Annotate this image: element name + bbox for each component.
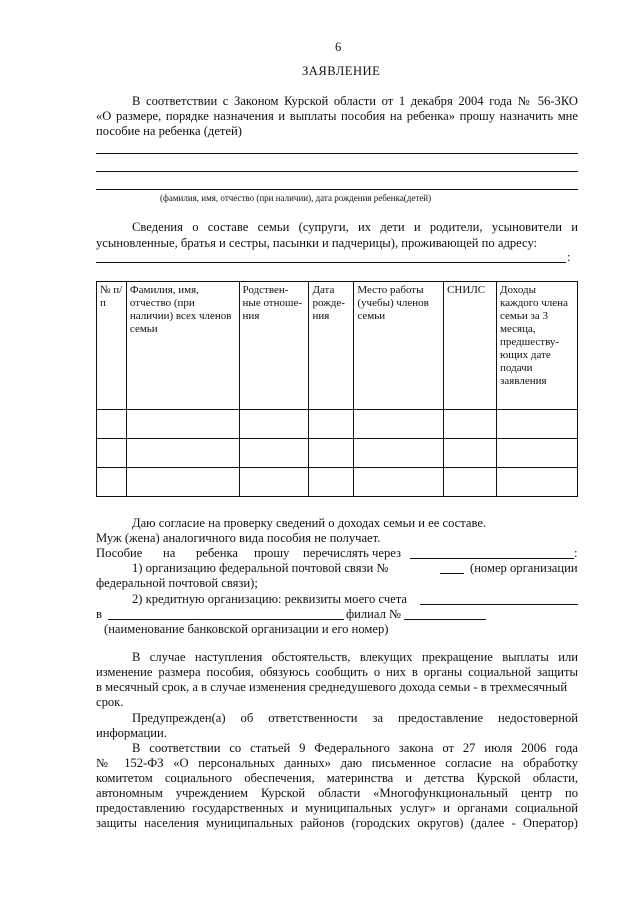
table-cell[interactable] (239, 468, 309, 497)
table-cell[interactable] (354, 410, 444, 439)
consent-line-2: Муж (жена) аналогичного вида пособия не получает. (96, 531, 381, 545)
pd-line-1: В соответствии со статьей 9 Федерального закона от 27 июля 2006 года (132, 741, 578, 755)
table-cell[interactable] (239, 410, 309, 439)
family-line-1: Сведения о составе семьи (супруги, их дети и родители, усыновители и (132, 220, 578, 234)
col-header-income: Доходы каждого члена семьи за 3 месяца, предшеству-ющих дате подачи заявления (497, 282, 578, 410)
payment-word-4: прошу (254, 546, 290, 560)
branch-label: филиал № (346, 607, 402, 621)
page-number: 6 (335, 40, 342, 54)
obligation-line-2: изменение размера пособия, обязуюсь сообщить о них в органы социальной защиты (96, 665, 578, 679)
table-cell[interactable] (354, 468, 444, 497)
option-2: 2) кредитную организацию: реквизиты моего счета (132, 592, 407, 606)
table-cell[interactable] (309, 468, 354, 497)
document-title: ЗАЯВЛЕНИЕ (302, 64, 381, 78)
col-header-relation: Родствен-ные отноше-ния (239, 282, 309, 410)
obligation-line-1: В случае наступления обстоятельств, влекущих прекращение выплаты или (132, 650, 578, 664)
address-line[interactable] (96, 262, 566, 263)
table-cell[interactable] (354, 439, 444, 468)
bank-prefix: в (96, 607, 102, 621)
intro-line-3: пособие на ребенка (детей) (96, 124, 242, 138)
table-row (97, 410, 578, 439)
table-cell[interactable] (309, 439, 354, 468)
col-header-workplace: Место работы (учебы) членов семьи (354, 282, 444, 410)
obligation-line-4: срок. (96, 695, 124, 709)
payment-method-line[interactable] (410, 558, 574, 559)
account-details-line[interactable] (420, 604, 578, 605)
address-colon: : (567, 250, 571, 264)
family-table (96, 281, 578, 497)
pd-line-3: комитетом социального обеспечения, материнства и детства Курской области, (96, 771, 578, 785)
pd-line-4: автономным учреждением Курской области «Многофункциональный центр по (96, 786, 578, 800)
option-1-tail: (номер организации (470, 561, 578, 575)
table-cell[interactable] (97, 439, 127, 468)
bank-name-line[interactable] (108, 619, 344, 620)
table-cell[interactable] (97, 468, 127, 497)
child-info-line-2[interactable] (96, 171, 578, 172)
table-cell[interactable] (309, 410, 354, 439)
table-cell[interactable] (239, 439, 309, 468)
table-cell[interactable] (126, 468, 239, 497)
col-header-name: Фамилия, имя, отчество (при наличии) всех членов семьи (126, 282, 239, 410)
table-cell[interactable] (497, 410, 578, 439)
intro-line-2: «О размере, порядке назначения и выплаты пособия на ребенка» прошу назначить мне (96, 109, 578, 123)
payment-word-5: перечислять через (303, 546, 401, 560)
pd-line-6: защиты населения муниципальных районов (городских округов) (далее - Оператор) (96, 816, 578, 830)
col-header-snils: СНИЛС (444, 282, 497, 410)
table-header-row (97, 282, 578, 410)
intro-line-1: В соответствии с Законом Курской области от 1 декабря 2004 года № 56-ЗКО (132, 94, 578, 108)
payment-colon: : (574, 546, 578, 560)
option-1-line-2: федеральной почтовой связи); (96, 576, 258, 590)
payment-word-2: на (163, 546, 176, 560)
option-1: 1) организацию федеральной почтовой связи № (132, 561, 389, 575)
pd-line-5: предоставлению государственных и муниципальных услуг» и органами социальной (96, 801, 578, 815)
consent-line-1: Даю согласие на проверку сведений о доходах семьи и ее составе. (132, 516, 487, 530)
table-cell[interactable] (126, 439, 239, 468)
payment-word-1: Пособие (96, 546, 143, 560)
table-cell[interactable] (444, 468, 497, 497)
child-info-line-1[interactable] (96, 153, 578, 154)
table-cell[interactable] (444, 439, 497, 468)
table-cell[interactable] (126, 410, 239, 439)
obligation-line-3: в месячный срок, а в случае изменения среднедушевого дохода семьи - в трехмесячный (96, 680, 568, 694)
table-row (97, 439, 578, 468)
warning-line-2: информации. (96, 726, 167, 740)
table-cell[interactable] (497, 468, 578, 497)
warning-line-1: Предупрежден(а) об ответственности за предоставление недостоверной (132, 711, 578, 725)
col-header-number: № п/п (97, 282, 127, 410)
table-cell[interactable] (444, 410, 497, 439)
table-cell[interactable] (97, 410, 127, 439)
payment-word-3: ребенка (196, 546, 238, 560)
post-office-number-line[interactable] (440, 573, 464, 574)
child-info-line-3[interactable] (96, 189, 578, 190)
table-row (97, 468, 578, 497)
bank-caption: (наименование банковской организации и его номер) (104, 622, 389, 636)
branch-number-line[interactable] (404, 619, 486, 620)
table-cell[interactable] (497, 439, 578, 468)
pd-line-2: № 152-ФЗ «О персональных данных» даю письменное согласие на обработку (96, 756, 578, 770)
col-header-birthdate: Дата рожде-ния (309, 282, 354, 410)
family-line-2: усыновленные, братья и сестры, пасынки и падчерицы), проживающей по адресу: (96, 236, 538, 250)
child-info-caption: (фамилия, имя, отчество (при наличии), дата рождения ребенка(детей) (160, 193, 432, 203)
